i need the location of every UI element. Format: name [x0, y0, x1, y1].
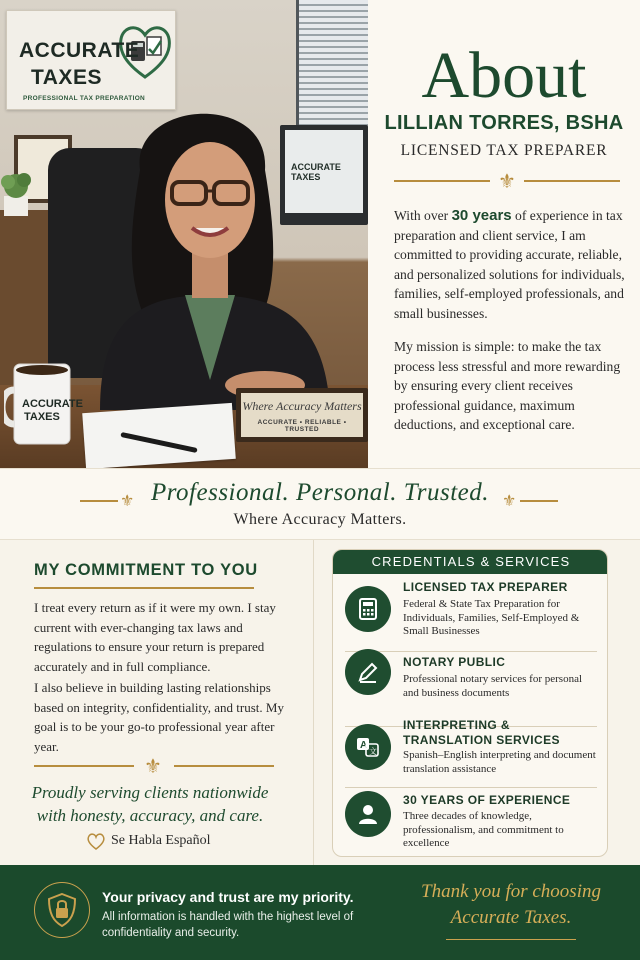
- wall-sign-line3: PROFESSIONAL TAX PREPARATION: [23, 95, 146, 102]
- se-habla-espanol: Se Habla Español: [111, 833, 211, 848]
- nameplate-line2: ACCURATE • RELIABLE • TRUSTED: [257, 419, 347, 433]
- about-paragraph-1: [394, 206, 634, 324]
- thank-you-underline: [446, 939, 576, 940]
- document-paper: [82, 403, 236, 468]
- portrait-figure: [80, 80, 340, 410]
- fleur-icon-left: ⚜: [120, 493, 135, 510]
- commitment-rule: [34, 587, 254, 589]
- fleur-icon-right: ⚜: [502, 493, 517, 510]
- footer: [0, 865, 640, 960]
- commitment-ornament: [34, 756, 274, 778]
- about-paragraph-1-end: of experience in tax preparation and client service, I am committed to providing accurate, reliable, and personalized solutions for individuals, families, self-employed professionals, and small businesses.: [394, 208, 625, 321]
- proudly-serving-line2: with honesty, accuracy, and care.: [36, 806, 264, 825]
- credential-title: 30 YEARS OF EXPERIENCE: [403, 793, 571, 807]
- tagline-ornament-right: [500, 493, 560, 509]
- wall-sign-line2: TAXES: [31, 66, 102, 89]
- nameplate-line1: Where Accuracy Matters: [242, 399, 362, 413]
- commitment-paragraph-1: I treat every return as if it were my own. I stay current with ever-changing tax laws and regulations to ensure your return is prepared accurately and in full compliance.: [34, 600, 276, 674]
- tagline-band: [0, 468, 640, 540]
- svg-text:A: A: [360, 740, 368, 751]
- commitment-paragraph-2: I also believe in building lasting relationships based on integrity, confidentiality, and trust. My goal is to be your go-to professional year after year.: [34, 680, 284, 754]
- about-years-highlight: 30 years: [451, 207, 512, 224]
- credential-desc: Professional notary services for personal and business documents: [403, 673, 583, 699]
- proudly-serving-line1: Proudly serving clients nationwide: [31, 783, 269, 802]
- privacy-title: Your privacy and trust are my priority.: [102, 889, 354, 905]
- translate-icon: [356, 735, 380, 759]
- shield-lock-icon: [47, 893, 77, 927]
- credential-desc: Spanish–English interpreting and document translation assistance: [403, 749, 596, 775]
- pen-icon: [356, 660, 380, 684]
- credential-item: [333, 580, 608, 648]
- person-icon: [356, 802, 380, 826]
- wall-sign-line1: ACCURATE: [19, 39, 140, 62]
- credentials-card: [332, 549, 608, 857]
- about-panel: [368, 0, 640, 468]
- desk-nameplate: [236, 388, 368, 442]
- about-paragraph-2: My mission is simple: to make the tax process less stressful and more rewarding by ensuring every client receives professional guidance, maximum deductions, and exceptional care.: [394, 339, 621, 433]
- credential-title: NOTARY PUBLIC: [403, 655, 506, 669]
- about-paragraph-1-start: With over: [394, 208, 452, 223]
- ornament-divider: [394, 171, 620, 193]
- credential-item: [333, 718, 608, 786]
- mug-text-line1: ACCURATE: [22, 398, 83, 410]
- preparer-title: LICENSED TAX PREPARER: [400, 142, 608, 159]
- coffee-mug: [4, 362, 84, 446]
- shield-lock-badge: [34, 882, 90, 938]
- credential-item: [333, 793, 608, 857]
- thank-you-line1: Thank you for choosing: [421, 881, 601, 902]
- top-section: [0, 0, 640, 468]
- calculator-icon: [356, 597, 380, 621]
- plant-icon: [0, 160, 36, 216]
- credentials-header: CREDENTIALS & SERVICES: [333, 550, 608, 574]
- tagline-sub: Where Accuracy Matters.: [233, 511, 407, 528]
- preparer-name: LILLIAN TORRES, BSHA: [384, 112, 624, 134]
- thank-you-message: [396, 879, 626, 931]
- mug-text-line2: TAXES: [24, 411, 60, 423]
- commitment-section: [0, 540, 314, 865]
- credential-item: [333, 655, 608, 723]
- privacy-text: All information is handled with the highest level of confidentiality and security.: [102, 911, 354, 939]
- credential-title: LICENSED TAX PREPARER: [403, 580, 568, 594]
- monitor-text: ACCURATE TAXES: [291, 162, 341, 182]
- credential-desc: Federal & State Tax Preparation for Individuals, Families, Self-Employed & Small Businesses: [403, 598, 580, 638]
- credential-desc: Three decades of knowledge, professionalism, and commitment to excellence: [403, 810, 564, 850]
- svg-text:文: 文: [369, 747, 377, 756]
- office-photo: [0, 0, 368, 468]
- tagline-main: Professional. Personal. Trusted.: [150, 479, 489, 506]
- commitment-heading: MY COMMITMENT TO YOU: [34, 561, 258, 579]
- fleur-de-lis-icon-2: ⚜: [144, 756, 162, 778]
- about-heading: About: [421, 39, 587, 112]
- thank-you-line2: Accurate Taxes.: [450, 907, 572, 928]
- credential-title: INTERPRETING & TRANSLATION SERVICES: [403, 718, 560, 747]
- fleur-de-lis-icon: ⚜: [498, 171, 516, 193]
- heart-icon: [86, 833, 106, 851]
